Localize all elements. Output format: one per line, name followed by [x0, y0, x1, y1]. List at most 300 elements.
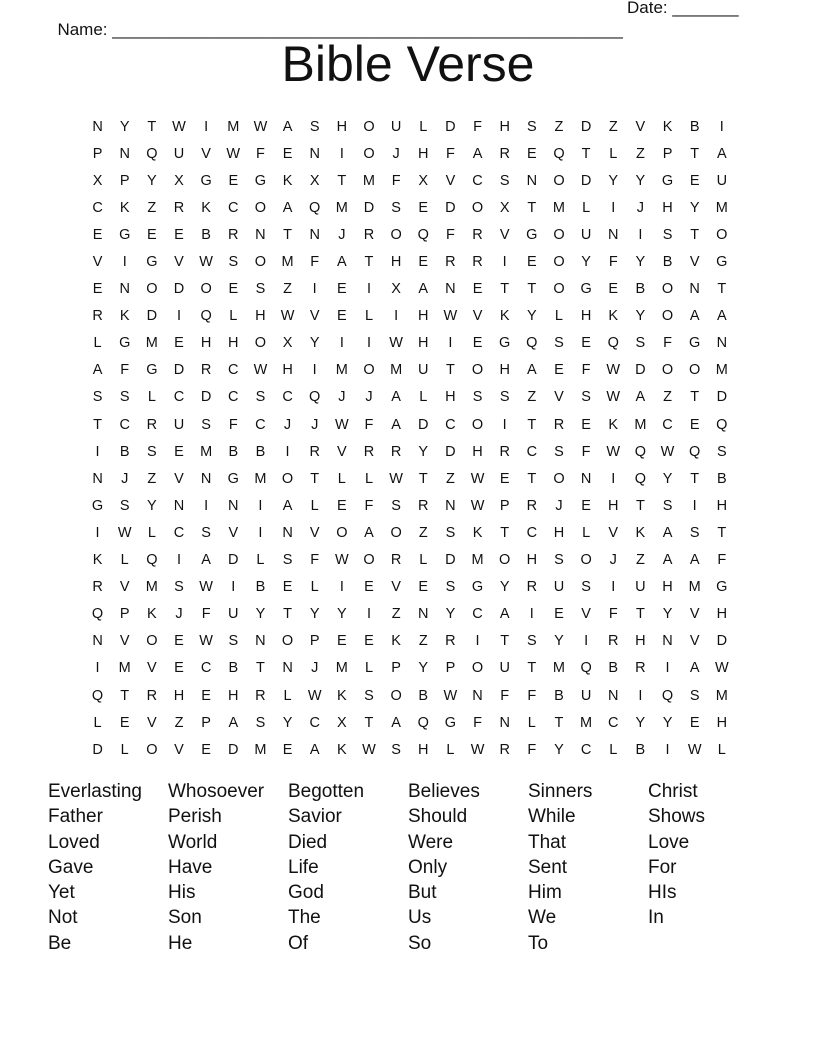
grid-cell: J: [175, 606, 183, 623]
grid-cell: D: [716, 633, 728, 650]
grid-cell: D: [716, 389, 728, 406]
grid-cell: Q: [716, 416, 728, 433]
word-list-item: Him: [528, 882, 562, 904]
grid-cell: M: [118, 660, 131, 677]
grid-cell: U: [553, 579, 565, 596]
grid-cell: O: [553, 172, 565, 189]
grid-cell: N: [92, 633, 103, 650]
grid-cell: P: [662, 145, 673, 162]
grid-cell: O: [363, 118, 375, 135]
grid-cell: S: [499, 389, 510, 406]
grid-cell: I: [258, 524, 263, 541]
grid-cell: E: [364, 633, 374, 650]
grid-cell: I: [122, 254, 127, 271]
grid-cell: D: [173, 362, 185, 379]
grid-cell: I: [448, 335, 453, 352]
grid-cell: W: [606, 443, 621, 460]
grid-cell: N: [608, 226, 619, 243]
grid-cell: W: [687, 741, 702, 758]
grid-cell: M: [254, 470, 267, 487]
grid-cell: F: [364, 416, 374, 433]
grid-cell: E: [201, 741, 211, 758]
word-list-item: Of: [288, 932, 309, 954]
grid-cell: O: [716, 226, 728, 243]
grid-cell: Z: [554, 118, 564, 135]
grid-cell: I: [638, 687, 643, 704]
grid-cell: O: [471, 362, 484, 379]
grid-cell: R: [146, 687, 158, 704]
grid-cell: K: [337, 687, 347, 704]
grid-cell: E: [581, 335, 591, 352]
grid-cell: E: [526, 254, 537, 271]
grid-cell: L: [419, 389, 428, 406]
grid-cell: L: [147, 389, 156, 406]
grid-cell: P: [119, 606, 130, 623]
grid-cell: J: [392, 145, 400, 162]
grid-cell: C: [282, 389, 293, 406]
grid-cell: I: [584, 633, 589, 650]
grid-cell: R: [255, 687, 266, 704]
grid-cell: N: [309, 226, 320, 243]
grid-cell: M: [471, 552, 484, 569]
grid-cell: G: [499, 335, 511, 352]
grid-cell: I: [611, 470, 616, 487]
grid-cell: B: [662, 254, 673, 271]
grid-cell: E: [337, 308, 347, 325]
grid-cell: S: [201, 416, 211, 433]
grid-cell: O: [254, 254, 267, 271]
grid-cell: M: [715, 199, 728, 216]
grid-cell: E: [689, 416, 700, 433]
grid-cell: S: [554, 552, 564, 569]
word-list-item: [648, 932, 768, 957]
grid-cell: F: [473, 714, 482, 731]
grid-cell: V: [147, 660, 157, 677]
grid-cell: H: [282, 362, 293, 379]
grid-cell: A: [282, 118, 293, 135]
grid-cell: S: [689, 524, 700, 541]
grid-cell: H: [336, 118, 348, 135]
grid-cell: E: [472, 335, 483, 352]
grid-cell: F: [581, 362, 591, 379]
grid-cell: K: [608, 308, 619, 325]
grid-cell: N: [119, 145, 130, 162]
grid-cell: I: [231, 579, 236, 596]
grid-cell: L: [337, 470, 346, 487]
grid-cell: Y: [418, 443, 429, 460]
grid-cell: O: [390, 226, 402, 243]
grid-cell: M: [335, 660, 348, 677]
word-list-item: Everlasting: [48, 781, 142, 802]
grid-cell: M: [200, 443, 213, 460]
grid-cell: X: [418, 172, 429, 189]
grid-cell: R: [472, 254, 483, 271]
grid-cell: G: [119, 335, 131, 352]
grid-cell: Y: [309, 606, 320, 623]
grid-cell: B: [689, 118, 700, 135]
grid-cell: O: [146, 281, 158, 298]
grid-cell: E: [119, 714, 130, 731]
grid-cell: J: [338, 226, 346, 243]
grid-cell: I: [611, 579, 616, 596]
grid-cell: W: [253, 362, 268, 379]
grid-cell: N: [580, 470, 592, 487]
grid-cell: I: [176, 308, 181, 325]
grid-cell: T: [500, 524, 510, 541]
word-list-item: Perish: [168, 806, 222, 828]
grid-cell: Q: [417, 714, 429, 731]
page-title: Bible Verse: [281, 36, 535, 92]
grid-cell: B: [228, 660, 239, 677]
grid-cell: O: [471, 416, 484, 433]
grid-cell: Q: [661, 687, 674, 704]
grid-cell: K: [391, 633, 401, 650]
grid-cell: Z: [283, 281, 292, 298]
grid-cell: M: [335, 199, 348, 216]
grid-cell: I: [475, 633, 480, 650]
grid-cell: F: [717, 552, 727, 569]
word-list-item: While: [528, 806, 576, 828]
grid-cell: R: [635, 660, 646, 677]
grid-cell: A: [689, 660, 700, 677]
grid-cell: Q: [146, 552, 158, 569]
grid-cell: C: [580, 741, 592, 758]
grid-cell: R: [363, 226, 375, 243]
word-list-item: He: [168, 932, 193, 954]
grid-cell: V: [499, 226, 510, 243]
grid-cell: T: [554, 714, 564, 731]
grid-cell: D: [363, 199, 375, 216]
grid-cell: K: [635, 524, 646, 541]
grid-cell: R: [499, 145, 510, 162]
grid-cell: O: [390, 687, 402, 704]
grid-cell: I: [529, 606, 534, 623]
grid-cell: B: [716, 470, 727, 487]
grid-cell: Y: [255, 606, 266, 623]
grid-cell: W: [470, 497, 485, 514]
grid-cell: J: [283, 416, 292, 433]
grid-cell: V: [174, 470, 184, 487]
word-list: [48, 780, 768, 957]
grid-cell: L: [609, 145, 618, 162]
grid-cell: F: [663, 335, 672, 352]
grid-cell: G: [200, 172, 212, 189]
grid-cell: A: [689, 308, 700, 325]
word-list-item: HIs: [648, 882, 677, 904]
grid-cell: S: [445, 579, 456, 596]
grid-cell: O: [553, 226, 565, 243]
grid-cell: T: [690, 145, 700, 162]
grid-cell: W: [443, 687, 458, 704]
grid-cell: H: [635, 633, 646, 650]
grid-cell: V: [92, 254, 103, 271]
grid-cell: S: [119, 389, 130, 406]
grid-cell: L: [446, 741, 455, 758]
grid-cell: V: [689, 254, 700, 271]
word-list-item: Begotten: [288, 781, 365, 802]
grid-cell: T: [717, 281, 727, 298]
grid-cell: T: [635, 606, 645, 623]
grid-cell: Q: [526, 335, 538, 352]
grid-cell: J: [555, 497, 563, 514]
grid-cell: H: [526, 552, 538, 569]
grid-cell: H: [418, 741, 429, 758]
grid-cell: M: [580, 714, 593, 731]
grid-cell: W: [307, 687, 322, 704]
grid-cell: V: [689, 633, 700, 650]
grid-cell: D: [445, 552, 456, 569]
grid-cell: T: [690, 389, 700, 406]
grid-cell: S: [255, 281, 266, 298]
grid-cell: T: [527, 281, 537, 298]
grid-cell: Q: [553, 145, 565, 162]
grid-cell: S: [391, 497, 401, 514]
grid-cell: D: [580, 118, 592, 135]
grid-cell: I: [176, 552, 181, 569]
word-list-item: So: [408, 932, 432, 954]
grid-cell: I: [258, 497, 263, 514]
grid-cell: H: [608, 497, 619, 514]
grid-cell: A: [391, 416, 401, 433]
grid-cell: T: [690, 226, 700, 243]
grid-cell: S: [228, 633, 239, 650]
grid-cell: F: [581, 443, 591, 460]
grid-cell: A: [662, 524, 673, 541]
grid-cell: O: [661, 308, 674, 325]
grid-cell: O: [146, 633, 158, 650]
grid-cell: E: [282, 579, 293, 596]
word-list-item: Savior: [288, 806, 342, 828]
grid-cell: O: [471, 660, 484, 677]
grid-cell: H: [255, 308, 266, 325]
grid-cell: N: [716, 335, 728, 352]
grid-cell: L: [310, 579, 319, 596]
grid-cell: C: [472, 606, 483, 623]
grid-cell: C: [92, 199, 103, 216]
grid-cell: I: [312, 281, 317, 298]
grid-cell: V: [472, 308, 483, 325]
word-list-item: Gave: [48, 856, 94, 878]
grid-cell: S: [499, 172, 510, 189]
grid-cell: F: [228, 416, 238, 433]
grid-cell: Q: [91, 687, 104, 704]
grid-cell: H: [662, 199, 673, 216]
grid-cell: V: [228, 524, 239, 541]
grid-cell: T: [581, 145, 591, 162]
grid-cell: F: [364, 497, 374, 514]
grid-cell: Q: [417, 226, 429, 243]
grid-cell: N: [418, 606, 429, 623]
grid-cell: Y: [147, 497, 157, 514]
grid-cell: U: [499, 660, 510, 677]
word-list-item: The: [288, 907, 321, 929]
word-list-item: Us: [408, 907, 432, 929]
word-list-item: Not: [48, 907, 78, 929]
grid-cell: L: [717, 741, 726, 758]
grid-cell: E: [608, 281, 619, 298]
grid-cell: S: [526, 118, 537, 135]
word-list-item: Believes: [408, 781, 480, 802]
grid-cell: W: [443, 308, 458, 325]
grid-cell: D: [200, 389, 212, 406]
grid-cell: D: [228, 552, 239, 569]
grid-cell: N: [228, 497, 239, 514]
grid-cell: T: [310, 470, 320, 487]
grid-cell: B: [255, 443, 266, 460]
word-list-item: Father: [48, 806, 103, 828]
grid-cell: O: [363, 362, 375, 379]
grid-cell: E: [689, 172, 700, 189]
grid-cell: W: [606, 362, 621, 379]
grid-cell: R: [228, 226, 239, 243]
grid-cell: Y: [282, 714, 293, 731]
grid-cell: A: [716, 145, 727, 162]
grid-cell: R: [499, 741, 510, 758]
grid-cell: Y: [445, 606, 456, 623]
grid-cell: O: [689, 362, 701, 379]
grid-cell: M: [362, 172, 376, 189]
grid-cell: S: [391, 741, 401, 758]
grid-cell: U: [635, 579, 646, 596]
grid-cell: E: [174, 335, 184, 352]
grid-cell: L: [93, 335, 102, 352]
grid-cell: A: [689, 552, 700, 569]
grid-cell: V: [635, 118, 646, 135]
grid-cell: T: [418, 470, 428, 487]
grid-cell: I: [394, 308, 399, 325]
word-list-item: That: [528, 831, 567, 853]
grid-cell: L: [419, 118, 428, 135]
grid-cell: E: [337, 497, 347, 514]
grid-cell: N: [689, 281, 700, 298]
grid-cell: E: [499, 470, 510, 487]
grid-cell: T: [120, 687, 130, 704]
grid-cell: X: [309, 172, 320, 189]
grid-cell: Y: [662, 606, 673, 623]
word-list-item: For: [648, 856, 677, 878]
grid-cell: D: [580, 172, 592, 189]
grid-cell: T: [93, 416, 102, 433]
grid-cell: R: [526, 497, 538, 514]
grid-cell: W: [660, 443, 675, 460]
grid-cell: K: [337, 741, 347, 758]
grid-cell: B: [228, 443, 239, 460]
grid-cell: O: [146, 741, 158, 758]
grid-cell: M: [715, 687, 728, 704]
grid-cell: O: [553, 470, 565, 487]
grid-cell: S: [364, 687, 374, 704]
grid-cell: Y: [418, 660, 429, 677]
grid-cell: O: [390, 524, 402, 541]
grid-cell: T: [717, 524, 727, 541]
grid-cell: Y: [147, 172, 157, 189]
grid-cell: H: [499, 118, 510, 135]
grid-cell: I: [366, 335, 371, 352]
word-list-item: Were: [408, 831, 454, 853]
grid-cell: S: [391, 199, 401, 216]
grid-cell: Y: [337, 606, 347, 623]
grid-cell: O: [281, 470, 294, 487]
grid-cell: R: [472, 226, 483, 243]
grid-cell: E: [201, 687, 211, 704]
grid-cell: T: [527, 470, 537, 487]
grid-cell: Q: [580, 660, 592, 677]
grid-cell: V: [391, 579, 401, 596]
grid-cell: W: [226, 145, 241, 162]
grid-cell: D: [146, 308, 158, 325]
grid-cell: B: [635, 281, 646, 298]
grid-cell: X: [391, 281, 401, 298]
grid-cell: E: [174, 633, 184, 650]
grid-cell: R: [146, 416, 158, 433]
grid-cell: F: [445, 226, 455, 243]
grid-cell: L: [147, 524, 156, 541]
grid-cell: F: [473, 118, 482, 135]
grid-cell: A: [526, 362, 537, 379]
grid-cell: S: [201, 524, 211, 541]
grid-cell: T: [364, 254, 374, 271]
grid-cell: F: [608, 606, 618, 623]
grid-cell: F: [608, 254, 618, 271]
grid-cell: Z: [635, 552, 645, 569]
grid-cell: K: [119, 199, 130, 216]
grid-cell: Z: [147, 470, 157, 487]
grid-cell: E: [228, 281, 239, 298]
grid-cell: H: [173, 687, 185, 704]
grid-cell: C: [200, 660, 212, 677]
grid-cell: O: [471, 199, 484, 216]
grid-cell: W: [199, 579, 213, 596]
grid-cell: I: [502, 254, 507, 271]
grid-cell: Y: [635, 254, 646, 271]
grid-cell: R: [499, 443, 510, 460]
grid-cell: A: [662, 552, 673, 569]
grid-cell: L: [364, 470, 374, 487]
grid-cell: Z: [147, 199, 157, 216]
grid-cell: I: [95, 524, 100, 541]
grid-cell: C: [608, 714, 619, 731]
grid-cell: R: [363, 443, 375, 460]
grid-cell: G: [661, 172, 674, 189]
grid-cell: L: [93, 714, 102, 731]
grid-cell: V: [554, 389, 564, 406]
word-list-item: Yet: [48, 882, 75, 904]
grid-cell: V: [119, 579, 130, 596]
grid-cell: A: [201, 552, 211, 569]
grid-cell: T: [337, 172, 347, 189]
grid-cell: Z: [635, 145, 645, 162]
grid-cell: R: [445, 633, 456, 650]
grid-cell: I: [339, 335, 344, 352]
word-list-item: Sent: [528, 856, 568, 878]
grid-cell: I: [638, 226, 643, 243]
grid-cell: T: [527, 660, 537, 677]
grid-cell: O: [254, 199, 267, 216]
grid-cell: N: [282, 660, 293, 677]
grid-cell: C: [445, 416, 456, 433]
word-list-item: In: [648, 907, 664, 929]
grid-cell: M: [145, 335, 158, 352]
grid-cell: W: [470, 741, 485, 758]
grid-cell: M: [145, 579, 158, 596]
grid-cell: R: [390, 552, 402, 569]
grid-cell: S: [255, 714, 266, 731]
grid-cell: N: [255, 226, 266, 243]
grid-cell: R: [608, 633, 619, 650]
grid-cell: O: [281, 633, 294, 650]
grid-cell: Q: [200, 308, 212, 325]
grid-cell: V: [201, 145, 211, 162]
